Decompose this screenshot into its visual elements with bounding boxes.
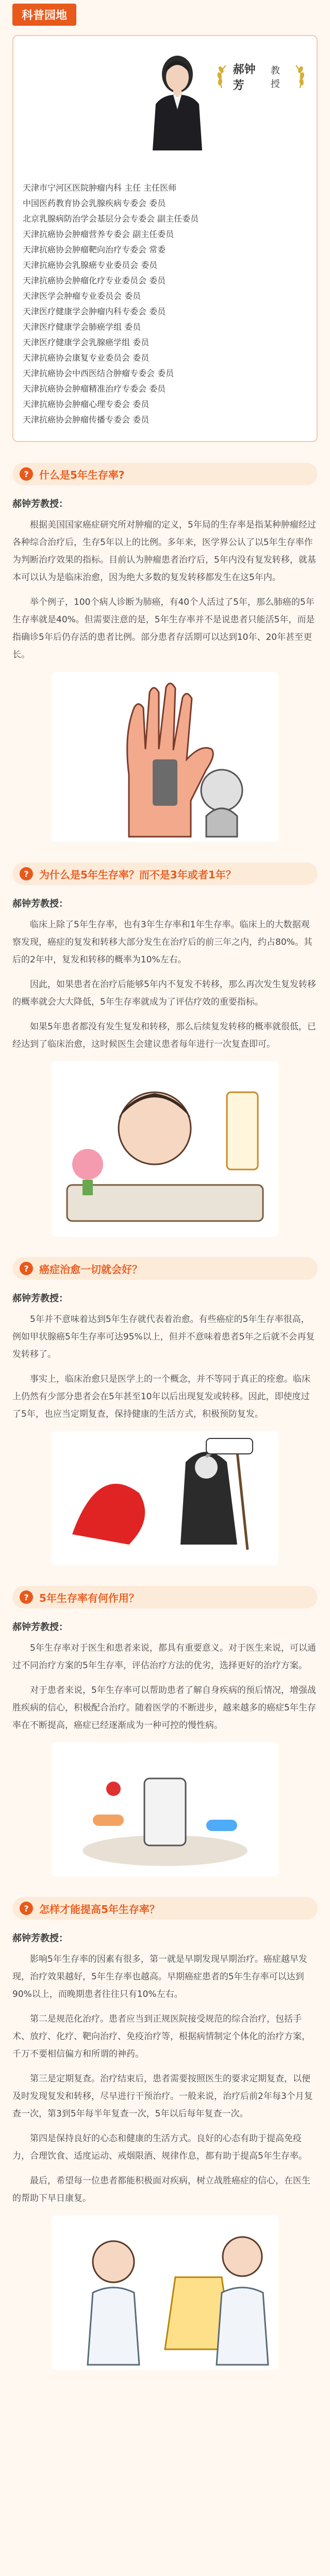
paragraph: 因此，如果患者在治疗后能够5年内不复发不转移，那么再次发生复发转移的概率就会大大降低，5年生存率就成为了评估疗效的重要指标。	[12, 979, 316, 1007]
laurel-right-icon	[293, 63, 307, 90]
paragraph: 5年并不意味着达到5年生存就代表着治愈。有些癌症的5年生存率很高，例如甲状腺癌5年生存率可达95%以上，但并不意味着患者5年之后就不会再复发转移了。	[12, 1314, 315, 1360]
credential-line: 天津医疗健康学会肺癌学组 委员	[23, 322, 141, 332]
question-header	[12, 1897, 318, 1920]
header-bar	[0, 0, 330, 29]
question-text: 为什么是5年生存率？而不是3年或者1年？	[39, 868, 236, 881]
question-header	[12, 1257, 318, 1280]
doctor-card	[12, 35, 318, 442]
credential-line: 中国医药教育协会乳腺疾病专委会 委员	[23, 198, 166, 208]
patient-in-bed-illustration	[52, 1061, 278, 1236]
question-text: 癌症治愈一切就会好？	[39, 1263, 142, 1276]
question-text: 5年生存率有何作用？	[39, 1591, 139, 1604]
question-header	[12, 1586, 318, 1608]
question-text: 怎样才能提高5年生存率？	[39, 1903, 160, 1916]
credential-line: 天津抗癌协会肿瘤心理专委会 委员	[23, 399, 150, 409]
paragraph: 第三是定期复查。治疗结束后，患者需要按照医生的要求定期复查，以便及时发现复发和转移，尽早进行干预治疗。一般来说，治疗后前2年每3个月复查一次，第3到5年每半年复查一次，5年以后每年复查一次。	[12, 2074, 313, 2119]
paragraph: 事实上，临床治愈只是医学上的一个概念，并不等同于真正的痊愈。临床上仍然有少部分患者会在5年甚至10年以后出现复发或转移。因此，即使度过了5年，也应当定期复查，保持健康的生活方式，积极预防复发。	[12, 1374, 310, 1419]
question-icon: ?	[20, 867, 33, 880]
doctor-header	[23, 47, 307, 176]
raised-hand-illustration	[52, 672, 278, 842]
medicine-illustration	[52, 1742, 278, 1876]
credential-line: 天津抗癌协会肿瘤化疗专业委员会 委员	[23, 276, 166, 285]
doctors-illustration	[52, 2215, 278, 2370]
credential-line: 天津医疗健康学会肿瘤内科专委会 委员	[23, 307, 166, 316]
laurel-left-icon	[214, 63, 229, 90]
paragraph: 举个例子，100个病人诊断为肺癌，有40个人活过了5年，那么肺癌的5年生存率就是40%。但需要注意的是，5年生存率并不是说患者只能活5年，而是指确诊5年后仍存活的患者比例。部分患者存活期可以达到10年、20年甚至更长。	[12, 597, 315, 660]
paragraph: 根据美国国家癌症研究所对肿瘤的定义，5年局的生存率是指某种肿瘤经过各种综合治疗后，生存5年以上的比例。多年来，医学界公认了以5年生存率作为判断治疗效果的指标。目前认为肿瘤患者治疗后，5年内没有复发转移，就基本可以认为是临床治愈，因为绝大多数的复发转移都发生在这5年内。	[12, 520, 316, 583]
article-body	[0, 463, 330, 2406]
doctor-credentials	[23, 180, 307, 428]
paragraph: 如果5年患者都没有发生复发和转移，那么后续复发转移的概率就很低，已经达到了临床治愈，这时候医生会建议患者每年进行一次复查即可。	[12, 1022, 316, 1049]
paragraph: 5年生存率对于医生和患者来说，都具有重要意义。对于医生来说，可以通过不同治疗方案的5年生存率，评估治疗方法的优劣，选择更好的治疗方案。	[12, 1643, 316, 1671]
paragraph: 临床上除了5年生存率，也有3年生存率和1年生存率。临床上的大数据观察发现，癌症的复发和转移大部分发生在治疗后的前三年之内，约占80%。其后的2年中，复发和转移的概率为10%左右。	[12, 920, 312, 965]
doctor-photo	[146, 47, 208, 150]
credential-line: 北京乳腺病防治学会基层分会专委会 副主任委员	[23, 214, 199, 224]
credential-line: 天津抗癌协会中西医结合肿瘤专委会 委员	[23, 368, 174, 378]
footer-spacer	[12, 2375, 318, 2406]
question-icon: ?	[20, 467, 33, 481]
credential-line: 天津抗癌协会肿瘤营养专委会 副主任委员	[23, 229, 174, 239]
paragraph: 对于患者来说，5年生存率可以帮助患者了解自身疾病的预后情况，增强战胜疾病的信心，积极配合治疗。随着医学的不断进步，越来越多的癌症5年生存率在不断提高，癌症已经逐渐成为一种可控的慢性病。	[12, 1685, 316, 1731]
answer-byline: 郝钟芳教授：	[12, 899, 68, 909]
credential-line: 天津抗癌协会肿瘤精准治疗专委会 委员	[23, 384, 166, 394]
question-icon: ?	[20, 1262, 33, 1275]
credential-line: 天津抗癌协会乳腺癌专业委员会 委员	[23, 260, 158, 270]
paragraph: 影响5年生存率的因素有很多，第一就是早期发现早期治疗。癌症越早发现，治疗效果越好，5年生存率也越高。早期癌症患者的5年生存率可以达到90%以上，而晚期患者往往只有10%左右。	[12, 1954, 307, 1999]
credential-line: 天津抗癌协会肿瘤靶向治疗专委会 常委	[23, 245, 166, 255]
doctor-name-block	[214, 61, 307, 93]
paragraph: 第二是规范化治疗。患者应当到正规医院接受规范的综合治疗，包括手术、放疗、化疗、靶向治疗、免疫治疗等，根据病情制定个体化的治疗方案，千万不要相信偏方和所谓的神药。	[12, 2014, 310, 2059]
doctor-title: 教授	[270, 65, 280, 90]
answer-byline: 郝钟芳教授：	[12, 499, 68, 510]
answer-byline: 郝钟芳教授：	[12, 1933, 68, 1944]
question-header	[12, 862, 318, 885]
section-tag: 科普园地	[12, 4, 76, 26]
question-header	[12, 463, 318, 485]
paragraph: 最后，希望每一位患者都能积极面对疾病，树立战胜癌症的信心，在医生的帮助下早日康复。	[12, 2176, 310, 2204]
answer-byline: 郝钟芳教授：	[12, 1622, 68, 1633]
question-icon: ?	[20, 1590, 33, 1604]
paragraph: 第四是保持良好的心态和健康的生活方式。良好的心态有助于提高免疫力，合理饮食、适度运动、戒烟限酒、规律作息，都有助于提高5年生存率。	[12, 2133, 307, 2161]
question-icon: ?	[20, 1902, 33, 1915]
answer-byline: 郝钟芳教授：	[12, 1293, 68, 1304]
doctor-name: 郝钟芳	[233, 63, 256, 92]
question-text: 什么是5年生存率?	[39, 468, 125, 481]
credential-line: 天津医学会肿瘤专业委员会 委员	[23, 291, 141, 301]
credential-line: 天津市宁河区医院肿瘤内科 主任 主任医师	[23, 183, 177, 193]
credential-line: 天津抗癌协会康复专业委员会 委员	[23, 353, 150, 363]
grim-reaper-illustration	[52, 1431, 278, 1565]
credential-line: 天津抗癌协会肿瘤传播专委会 委员	[23, 415, 150, 425]
credential-line: 天津医疗健康学会乳腺癌学组 委员	[23, 337, 150, 347]
